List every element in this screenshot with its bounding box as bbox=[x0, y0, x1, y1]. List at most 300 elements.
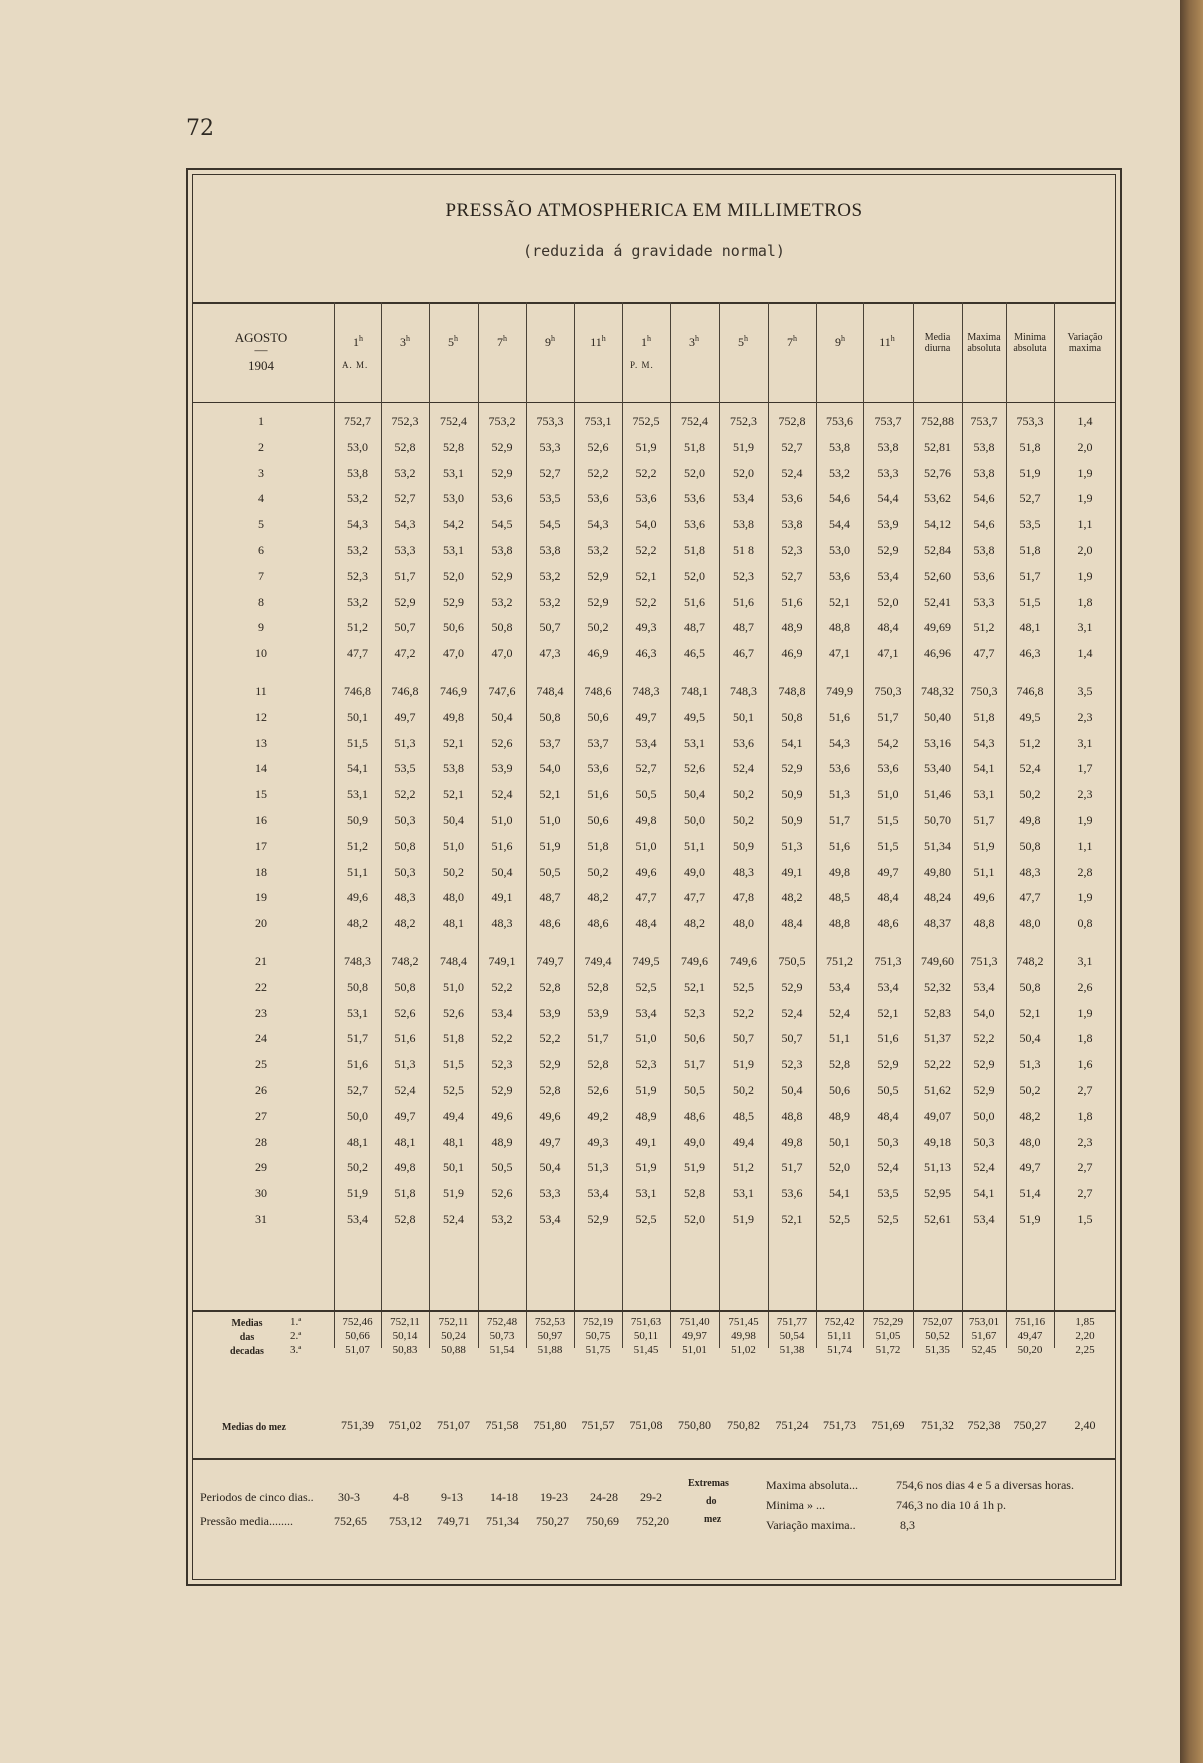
table-cell: 1,9 bbox=[1077, 1005, 1093, 1020]
decade-mean-cell: 52,45 bbox=[971, 1344, 997, 1356]
table-cell: 49,5 bbox=[684, 709, 705, 724]
decade-mean-cell: 751,45 bbox=[728, 1316, 759, 1328]
table-cell: 48,0 bbox=[1019, 1134, 1041, 1149]
table-cell: 50,3 bbox=[877, 1134, 899, 1149]
table-cell: 1,1 bbox=[1077, 517, 1093, 532]
table-cell: 753,6 bbox=[826, 414, 853, 428]
table-cell: 0,8 bbox=[1077, 916, 1093, 931]
table-cell: 53,9 bbox=[877, 517, 899, 532]
table-cell: 50,2 bbox=[733, 813, 754, 827]
table-cell: 50,6 bbox=[587, 813, 609, 827]
table-cell: 53,5 bbox=[539, 491, 561, 506]
table-cell: 48,4 bbox=[635, 916, 657, 931]
table-cell: 51,9 bbox=[635, 1160, 657, 1175]
table-cell: 52,2 bbox=[539, 1031, 561, 1046]
table-cell: 50,4 bbox=[1019, 1031, 1041, 1046]
table-cell: 52,8 bbox=[394, 439, 416, 454]
table-cell: 49,3 bbox=[587, 1134, 609, 1149]
table-cell: 749,9 bbox=[826, 684, 853, 698]
table-cell: 753,7 bbox=[874, 414, 902, 428]
table-cell: 52,5 bbox=[877, 1212, 899, 1226]
table-cell: 53,8 bbox=[973, 543, 995, 557]
table-cell: 53,5 bbox=[1019, 517, 1041, 532]
table-cell: 2,7 bbox=[1077, 1186, 1093, 1201]
table-cell: 51,8 bbox=[443, 1031, 464, 1046]
decade-mean-cell: 752,53 bbox=[534, 1316, 566, 1328]
table-cell: 49,8 bbox=[635, 813, 657, 827]
table-cell: 746,9 bbox=[440, 684, 467, 698]
table-cell: 1,8 bbox=[1077, 594, 1093, 609]
table-cell: 52,9 bbox=[491, 465, 513, 480]
decade-mean-cell: 51,88 bbox=[537, 1344, 563, 1356]
table-cell: 52,4 bbox=[733, 761, 754, 776]
table-cell: 751,3 bbox=[874, 954, 902, 968]
table-cell: 54,12 bbox=[924, 517, 951, 532]
table-cell: 50,8 bbox=[1019, 979, 1041, 994]
hour-header: 7$^h$ bbox=[497, 334, 507, 349]
table-cell: 52,2 bbox=[635, 543, 657, 557]
table-cell: 50,4 bbox=[491, 864, 513, 879]
table-cell: 51,2 bbox=[347, 838, 368, 853]
table-cell: 48,9 bbox=[635, 1108, 657, 1123]
table-cell: 53,0 bbox=[829, 543, 850, 557]
table-cell: 52,9 bbox=[973, 1057, 995, 1072]
table-cell: 1,1 bbox=[1077, 838, 1093, 853]
table-cell: 49,7 bbox=[635, 709, 657, 724]
table-row-day: 21 bbox=[255, 954, 267, 968]
table-cell: 52,3 bbox=[733, 568, 754, 583]
table-cell: 50,3 bbox=[394, 864, 416, 879]
table-cell: 748,2 bbox=[1016, 954, 1044, 968]
table-cell: 53,6 bbox=[973, 568, 995, 583]
decade-means-label: Medias bbox=[231, 1318, 263, 1329]
table-cell: 53,2 bbox=[539, 568, 561, 583]
table-cell: 52,0 bbox=[829, 1160, 850, 1175]
decade-mean-cell: 752,48 bbox=[486, 1316, 518, 1328]
table-row-day: 1 bbox=[258, 414, 264, 428]
table-cell: 50,1 bbox=[443, 1160, 464, 1175]
table-cell: 52,8 bbox=[684, 1186, 705, 1201]
table-cell: 48,9 bbox=[829, 1108, 850, 1123]
decade-mean-cell: 51,35 bbox=[925, 1344, 950, 1356]
table-cell: 748,6 bbox=[584, 684, 612, 698]
table-cell: 52,4 bbox=[443, 1212, 464, 1226]
table-cell: 50,6 bbox=[684, 1031, 705, 1046]
table-cell: 53,4 bbox=[829, 979, 850, 994]
table-cell: 50,2 bbox=[347, 1160, 368, 1175]
table-cell: 52,8 bbox=[829, 1057, 850, 1072]
table-cell: 49,5 bbox=[1019, 709, 1041, 724]
extreme-label: Maxima absoluta... bbox=[766, 1478, 858, 1492]
table-cell: 50,5 bbox=[684, 1083, 705, 1097]
table-cell: 51,8 bbox=[684, 543, 705, 557]
table-cell: 51,3 bbox=[829, 787, 850, 802]
table-cell: 51,7 bbox=[347, 1031, 368, 1046]
table-cell: 1,9 bbox=[1077, 465, 1093, 480]
table-cell: 54,1 bbox=[781, 735, 803, 750]
decade-mean-cell: 751,63 bbox=[630, 1316, 662, 1328]
table-cell: 52,0 bbox=[684, 568, 705, 583]
table-cell: 51,3 bbox=[394, 1057, 416, 1072]
table-cell: 53,6 bbox=[587, 491, 609, 506]
table-cell: 752,5 bbox=[632, 414, 660, 428]
table-cell: 51,9 bbox=[443, 1186, 464, 1201]
table-cell: 51,8 bbox=[973, 709, 995, 724]
hour-header: 7$^h$ bbox=[787, 334, 797, 349]
table-cell: 48,3 bbox=[1019, 864, 1041, 879]
table-cell: 748,3 bbox=[632, 684, 660, 698]
decade-means-label: decadas bbox=[230, 1346, 264, 1357]
table-row-day: 23 bbox=[255, 1005, 267, 1020]
table-cell: 54,6 bbox=[829, 491, 850, 506]
table-cell: 48,2 bbox=[781, 890, 803, 905]
period-cell: 29-2 bbox=[640, 1490, 662, 1504]
table-cell: 53,3 bbox=[539, 1186, 561, 1201]
table-row-day: 19 bbox=[255, 890, 267, 905]
period-cell: 30-3 bbox=[338, 1490, 360, 1504]
table-cell: 50,1 bbox=[829, 1134, 850, 1149]
table-cell: 52,9 bbox=[781, 761, 803, 776]
table-cell: 50,8 bbox=[539, 709, 561, 724]
table-cell: 1,9 bbox=[1077, 813, 1093, 827]
table-cell: 47,2 bbox=[394, 646, 416, 661]
table-cell: 48,6 bbox=[684, 1108, 705, 1123]
table-cell: 51,3 bbox=[587, 1160, 609, 1175]
decade-mean-cell: 751,40 bbox=[679, 1316, 710, 1328]
table-cell: 50,2 bbox=[733, 787, 754, 802]
table-cell: 52,6 bbox=[491, 1186, 513, 1201]
decade-mean-cell: 49,47 bbox=[1017, 1330, 1043, 1342]
table-cell: 51,9 bbox=[539, 838, 561, 853]
table-cell: 52,1 bbox=[781, 1212, 803, 1226]
table-cell: 52,1 bbox=[635, 568, 657, 583]
table-cell: 748,3 bbox=[730, 684, 757, 698]
decade-mean-cell: 51,75 bbox=[585, 1344, 611, 1356]
table-cell: 48,6 bbox=[877, 916, 899, 931]
table-cell: 52,4 bbox=[1019, 761, 1041, 776]
table-cell: 51,34 bbox=[924, 838, 951, 853]
table-cell: 51,6 bbox=[877, 1031, 899, 1046]
table-cell: 50,7 bbox=[781, 1031, 803, 1046]
table-cell: 52,4 bbox=[781, 1005, 803, 1020]
table-cell: 50,9 bbox=[781, 787, 803, 802]
table-cell: 752,3 bbox=[391, 414, 419, 428]
table-row-day: 13 bbox=[255, 735, 267, 750]
table-cell: 47,7 bbox=[635, 890, 657, 905]
table-cell: 51,1 bbox=[347, 864, 368, 879]
decade-mean-cell: 50,20 bbox=[1017, 1344, 1043, 1356]
table-cell: 3,1 bbox=[1077, 620, 1093, 635]
table-cell: 753,3 bbox=[536, 414, 564, 428]
table-cell: 49,8 bbox=[829, 864, 850, 879]
table-cell: 48,7 bbox=[684, 620, 705, 635]
decade-mean-cell: 2,25 bbox=[1075, 1344, 1095, 1356]
table-cell: 52,4 bbox=[394, 1083, 416, 1097]
table-cell: 52,1 bbox=[443, 787, 464, 802]
table-cell: 52,8 bbox=[443, 439, 464, 454]
period-cell: 24-28 bbox=[590, 1490, 618, 1504]
table-row-day: 17 bbox=[255, 838, 267, 853]
table-cell: 48,4 bbox=[781, 916, 803, 931]
table-cell: 53,2 bbox=[347, 594, 368, 609]
table-cell: 52,6 bbox=[684, 761, 705, 776]
table-cell: 52,9 bbox=[491, 439, 513, 454]
table-cell: 52,4 bbox=[781, 465, 803, 480]
table-cell: 53,2 bbox=[829, 465, 850, 480]
table-cell: 51,37 bbox=[924, 1031, 951, 1046]
table-cell: 54,5 bbox=[491, 517, 513, 532]
table-cell: 54,1 bbox=[829, 1186, 850, 1201]
table-cell: 749,6 bbox=[681, 954, 708, 968]
table-cell: 52,6 bbox=[491, 735, 513, 750]
decade-mean-cell: 752,07 bbox=[922, 1316, 953, 1328]
table-cell: 50,6 bbox=[829, 1083, 850, 1097]
decade-mean-cell: 51,05 bbox=[875, 1330, 901, 1342]
month-mean-cell: 751,80 bbox=[533, 1418, 567, 1432]
table-cell: 48,7 bbox=[733, 620, 754, 635]
table-cell: 50,2 bbox=[443, 864, 464, 879]
table-cell: 753,1 bbox=[584, 414, 612, 428]
table-row-day: 7 bbox=[258, 568, 264, 583]
table-cell: 53,8 bbox=[829, 439, 850, 454]
table-cell: 51,8 bbox=[394, 1186, 416, 1201]
month-mean-cell: 751,32 bbox=[921, 1418, 954, 1432]
table-cell: 52,7 bbox=[781, 439, 803, 454]
table-cell: 50,0 bbox=[973, 1108, 995, 1123]
table-cell: 52,2 bbox=[491, 979, 513, 994]
table-cell: 47,7 bbox=[973, 646, 995, 661]
table-cell: 49,7 bbox=[394, 709, 416, 724]
table-cell: 49,4 bbox=[443, 1108, 464, 1123]
table-cell: 53,4 bbox=[635, 735, 657, 750]
table-cell: 51,1 bbox=[684, 838, 705, 853]
table-cell: 53,8 bbox=[539, 543, 561, 557]
table-cell: 49,1 bbox=[491, 890, 513, 905]
hour-header: 1$^h$ bbox=[353, 334, 363, 349]
table-cell: 51,6 bbox=[347, 1057, 368, 1072]
table-cell: 48,2 bbox=[347, 916, 368, 931]
table-cell: 54,1 bbox=[973, 1186, 995, 1201]
table-cell: 53,6 bbox=[781, 491, 803, 506]
table-cell: 51,0 bbox=[877, 787, 899, 802]
table-cell: 53,4 bbox=[587, 1186, 609, 1201]
table-cell: 52,3 bbox=[781, 1057, 803, 1072]
month-mean-cell: 751,58 bbox=[485, 1418, 519, 1432]
table-cell: 1,5 bbox=[1077, 1212, 1093, 1226]
table-cell: 53,8 bbox=[733, 517, 754, 532]
table-cell: 50,5 bbox=[635, 787, 657, 802]
table-cell: 48,0 bbox=[1019, 916, 1041, 931]
table-cell: 51,0 bbox=[443, 979, 464, 994]
decade-mean-cell: 752,11 bbox=[390, 1316, 420, 1328]
table-cell: 53,2 bbox=[491, 594, 513, 609]
table-cell: 50,8 bbox=[781, 709, 803, 724]
table-cell: 1,7 bbox=[1077, 761, 1093, 776]
table-cell: 54,6 bbox=[973, 517, 995, 532]
table-row-day: 26 bbox=[255, 1083, 267, 1097]
table-cell: 48,4 bbox=[877, 620, 899, 635]
table-cell: 1,8 bbox=[1077, 1108, 1093, 1123]
table-cell: 46,7 bbox=[733, 646, 754, 661]
table-cell: 50,8 bbox=[394, 979, 416, 994]
table-cell: 51,7 bbox=[877, 709, 899, 724]
table-cell: 1,4 bbox=[1077, 414, 1093, 428]
table-cell: 51,62 bbox=[924, 1083, 951, 1097]
pressure-cell: 752,65 bbox=[334, 1514, 367, 1528]
table-cell: 46,9 bbox=[781, 646, 803, 661]
decade-mean-cell: 51,72 bbox=[875, 1344, 901, 1356]
table-cell: 49,69 bbox=[924, 620, 951, 635]
table-cell: 54,2 bbox=[443, 517, 464, 532]
table-cell: 53,6 bbox=[491, 491, 513, 506]
table-cell: 52,5 bbox=[733, 979, 754, 994]
table-cell: 48,0 bbox=[443, 890, 464, 905]
table-cell: 47,8 bbox=[733, 890, 754, 905]
table-cell: 52,9 bbox=[587, 568, 609, 583]
month-mean-cell: 751,57 bbox=[581, 1418, 615, 1432]
decade-mean-cell: 752,19 bbox=[582, 1316, 614, 1328]
table-cell: 52,7 bbox=[635, 761, 657, 776]
table-cell: 51,8 bbox=[587, 838, 609, 853]
table-cell: 52,3 bbox=[684, 1005, 705, 1020]
table-cell: 47,1 bbox=[877, 646, 899, 661]
table-cell: 52,4 bbox=[829, 1005, 850, 1020]
month-mean-cell: 750,27 bbox=[1013, 1418, 1047, 1432]
table-cell: 48,1 bbox=[443, 1134, 464, 1149]
decade-mean-cell: 50,75 bbox=[585, 1330, 611, 1342]
table-row-day: 3 bbox=[258, 465, 264, 480]
table-cell: 53,1 bbox=[443, 543, 464, 557]
hour-header: 9$^h$ bbox=[545, 334, 555, 349]
table-cell: 54,6 bbox=[973, 491, 995, 506]
table-cell: 51,9 bbox=[1019, 465, 1041, 480]
table-cell: 51,2 bbox=[1019, 735, 1041, 750]
table-cell: 54,3 bbox=[973, 735, 995, 750]
extreme-value: 754,6 nos dias 4 e 5 a diversas horas. bbox=[896, 1478, 1074, 1492]
table-cell: 50,7 bbox=[733, 1031, 754, 1046]
table-cell: 52,4 bbox=[877, 1160, 899, 1175]
am-label: A. M. bbox=[342, 360, 369, 370]
table-cell: 49,1 bbox=[781, 864, 803, 879]
table-cell: 2,6 bbox=[1077, 979, 1093, 994]
table-frame bbox=[186, 168, 1122, 1586]
table-cell: 51,5 bbox=[443, 1057, 464, 1072]
table-cell: 50,5 bbox=[539, 864, 561, 879]
extremes-label: do bbox=[706, 1496, 717, 1507]
table-cell: 52,3 bbox=[635, 1057, 657, 1072]
month-mean-cell: 751,69 bbox=[871, 1418, 905, 1432]
stat-header: Minima absoluta bbox=[1013, 332, 1047, 354]
table-cell: 51,6 bbox=[829, 838, 850, 853]
decade-mean-cell: 51,74 bbox=[827, 1344, 852, 1356]
table-cell: 53,1 bbox=[635, 1186, 657, 1201]
table-cell: 54,0 bbox=[635, 517, 657, 532]
table-cell: 49,6 bbox=[539, 1108, 561, 1123]
table-cell: 52,2 bbox=[491, 1031, 513, 1046]
table-cell: 52,8 bbox=[394, 1212, 416, 1226]
table-cell: 52,9 bbox=[491, 568, 513, 583]
table-cell: 749,1 bbox=[488, 954, 516, 968]
extreme-value: 8,3 bbox=[900, 1518, 915, 1532]
table-cell: 51,5 bbox=[347, 735, 368, 750]
table-cell: 51,9 bbox=[973, 838, 995, 853]
table-cell: 48,2 bbox=[587, 890, 609, 905]
decade-mean-cell: 49,98 bbox=[731, 1330, 756, 1342]
table-cell: 3,1 bbox=[1077, 735, 1093, 750]
table-cell: 53,8 bbox=[781, 517, 803, 532]
decade-mean-cell: 51,54 bbox=[489, 1344, 515, 1356]
header-month: AGOSTO bbox=[234, 330, 288, 345]
table-cell: 48,2 bbox=[1019, 1108, 1041, 1123]
table-cell: 1,4 bbox=[1077, 646, 1093, 661]
extremes-label: mez bbox=[704, 1514, 722, 1525]
table-cell: 52,1 bbox=[1019, 1005, 1041, 1020]
table-cell: 50,4 bbox=[443, 813, 464, 827]
table-cell: 52,2 bbox=[635, 465, 657, 480]
table-cell: 48,9 bbox=[491, 1134, 513, 1149]
table-cell: 51,3 bbox=[1019, 1057, 1041, 1072]
table-cell: 48,8 bbox=[829, 620, 850, 635]
table-cell: 749,60 bbox=[921, 954, 954, 968]
table-cell: 53,5 bbox=[394, 761, 416, 776]
table-cell: 52,9 bbox=[587, 1212, 609, 1226]
table-cell: 53,16 bbox=[924, 735, 951, 750]
table-cell: 749,4 bbox=[584, 954, 612, 968]
table-cell: 49,18 bbox=[924, 1134, 951, 1149]
table-cell: 51,6 bbox=[587, 787, 609, 802]
table-cell: 47,0 bbox=[443, 646, 464, 661]
table-cell: 52,4 bbox=[491, 787, 513, 802]
decade-mean-cell: 50,11 bbox=[633, 1330, 659, 1342]
table-cell: 53,3 bbox=[394, 543, 416, 557]
table-cell: 48,9 bbox=[781, 620, 803, 635]
table-cell: 50,3 bbox=[973, 1134, 995, 1149]
table-cell: 53,4 bbox=[347, 1212, 368, 1226]
table-cell: 50,0 bbox=[684, 813, 705, 827]
month-mean-cell: 750,82 bbox=[727, 1418, 760, 1432]
table-cell: 51,13 bbox=[924, 1160, 951, 1175]
table-cell: 52,9 bbox=[587, 594, 609, 609]
table-row-day: 14 bbox=[255, 761, 267, 776]
table-cell: 53,0 bbox=[347, 439, 368, 454]
table-cell: 748,32 bbox=[921, 684, 954, 698]
table-cell: 51,0 bbox=[635, 1031, 657, 1046]
table-cell: 51,5 bbox=[1019, 594, 1041, 609]
table-cell: 52,0 bbox=[877, 594, 899, 609]
pressure-cell: 751,34 bbox=[486, 1514, 519, 1528]
table-cell: 50,9 bbox=[733, 838, 754, 853]
decade-mean-cell: 51,01 bbox=[682, 1344, 707, 1356]
table-cell: 53,3 bbox=[973, 594, 995, 609]
table-cell: 51,9 bbox=[347, 1186, 368, 1201]
table-cell: 50,5 bbox=[877, 1083, 899, 1097]
table-cell: 51,3 bbox=[394, 735, 416, 750]
table-cell: 52,5 bbox=[635, 1212, 657, 1226]
table-cell: 47,7 bbox=[347, 646, 368, 661]
decade-mean-cell: 50,73 bbox=[489, 1330, 515, 1342]
table-cell: 51,9 bbox=[635, 1083, 657, 1097]
table-cell: 51,9 bbox=[635, 439, 657, 454]
table-cell: 52,1 bbox=[684, 979, 705, 994]
table-cell: 54,3 bbox=[394, 517, 416, 532]
pressure-cell: 749,71 bbox=[437, 1514, 470, 1528]
table-cell: 52,6 bbox=[587, 439, 609, 454]
table-cell: 50,70 bbox=[924, 813, 951, 827]
table-cell: 753,2 bbox=[488, 414, 516, 428]
hour-header: 3$^h$ bbox=[400, 334, 410, 349]
table-cell: 52,2 bbox=[973, 1031, 995, 1046]
decade-mean-cell: 51,07 bbox=[345, 1344, 370, 1356]
